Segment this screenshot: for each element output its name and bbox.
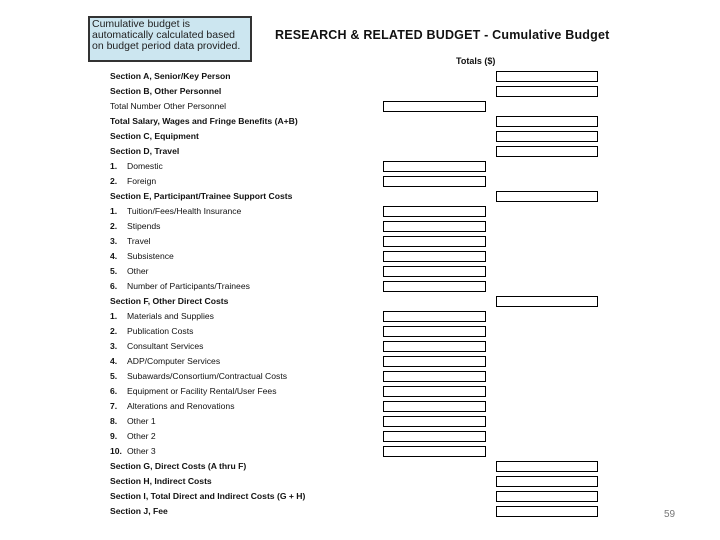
budget-row bbox=[110, 431, 610, 445]
amount-field[interactable] bbox=[383, 311, 486, 322]
budget-row bbox=[110, 371, 610, 385]
budget-row bbox=[110, 146, 610, 160]
item-number: 3. bbox=[110, 236, 118, 246]
row-label: Tuition/Fees/Health Insurance bbox=[127, 206, 242, 216]
item-number: 4. bbox=[110, 251, 118, 261]
item-number: 5. bbox=[110, 371, 118, 381]
item-number: 8. bbox=[110, 416, 118, 426]
budget-row bbox=[110, 311, 610, 325]
row-label: Foreign bbox=[127, 176, 157, 186]
total-field[interactable] bbox=[496, 71, 598, 82]
budget-row bbox=[110, 386, 610, 400]
amount-field[interactable] bbox=[383, 206, 486, 217]
row-label: Other 3 bbox=[127, 446, 156, 456]
budget-row bbox=[110, 86, 610, 100]
amount-field[interactable] bbox=[383, 161, 486, 172]
item-number: 3. bbox=[110, 341, 118, 351]
budget-row bbox=[110, 476, 610, 490]
budget-row bbox=[110, 266, 610, 280]
amount-field[interactable] bbox=[383, 341, 486, 352]
row-label: Other 1 bbox=[127, 416, 156, 426]
amount-field[interactable] bbox=[383, 236, 486, 247]
row-label: Section C, Equipment bbox=[110, 131, 199, 141]
budget-row bbox=[110, 71, 610, 85]
amount-field[interactable] bbox=[383, 221, 486, 232]
total-field[interactable] bbox=[496, 476, 598, 487]
budget-row bbox=[110, 191, 610, 205]
budget-row bbox=[110, 221, 610, 235]
total-field[interactable] bbox=[496, 491, 598, 502]
row-label: Section A, Senior/Key Person bbox=[110, 71, 231, 81]
row-label: Subawards/Consortium/Contractual Costs bbox=[127, 371, 288, 381]
budget-row bbox=[110, 206, 610, 220]
amount-field[interactable] bbox=[383, 326, 486, 337]
budget-row bbox=[110, 116, 610, 130]
item-number: 2. bbox=[110, 176, 118, 186]
row-label: Section D, Travel bbox=[110, 146, 180, 156]
budget-row bbox=[110, 236, 610, 250]
item-number: 6. bbox=[110, 281, 118, 291]
row-label: Consultant Services bbox=[127, 341, 204, 351]
row-label: Domestic bbox=[127, 161, 163, 171]
item-number: 9. bbox=[110, 431, 118, 441]
total-field[interactable] bbox=[496, 461, 598, 472]
amount-field[interactable] bbox=[383, 431, 486, 442]
budget-row bbox=[110, 176, 610, 190]
budget-row bbox=[110, 401, 610, 415]
row-label: Publication Costs bbox=[127, 326, 194, 336]
budget-row bbox=[110, 356, 610, 370]
row-label: Section B, Other Personnel bbox=[110, 86, 222, 96]
row-label: Other bbox=[127, 266, 149, 276]
row-label: Section H, Indirect Costs bbox=[110, 476, 212, 486]
row-label: ADP/Computer Services bbox=[127, 356, 221, 366]
row-label: Section J, Fee bbox=[110, 506, 168, 516]
budget-row bbox=[110, 506, 610, 520]
total-field[interactable] bbox=[496, 86, 598, 97]
row-label: Section F, Other Direct Costs bbox=[110, 296, 229, 306]
amount-field[interactable] bbox=[383, 356, 486, 367]
row-label: Total Number Other Personnel bbox=[110, 101, 227, 111]
item-number: 7. bbox=[110, 401, 118, 411]
budget-row bbox=[110, 251, 610, 265]
amount-field[interactable] bbox=[383, 386, 486, 397]
amount-field[interactable] bbox=[383, 416, 486, 427]
amount-field[interactable] bbox=[383, 251, 486, 262]
total-field[interactable] bbox=[496, 296, 598, 307]
row-label: Section G, Direct Costs (A thru F) bbox=[110, 461, 247, 471]
row-label: Subsistence bbox=[127, 251, 174, 261]
item-number: 2. bbox=[110, 221, 118, 231]
item-number: 1. bbox=[110, 206, 118, 216]
amount-field[interactable] bbox=[383, 176, 486, 187]
row-label: Equipment or Facility Rental/User Fees bbox=[127, 386, 277, 396]
budget-row bbox=[110, 131, 610, 145]
amount-field[interactable] bbox=[383, 371, 486, 382]
budget-row bbox=[110, 101, 610, 115]
budget-row bbox=[110, 491, 610, 505]
item-number: 6. bbox=[110, 386, 118, 396]
amount-field[interactable] bbox=[383, 266, 486, 277]
row-label: Section I, Total Direct and Indirect Costs (G + H) bbox=[110, 491, 306, 501]
item-number: 2. bbox=[110, 326, 118, 336]
budget-row bbox=[110, 326, 610, 340]
amount-field[interactable] bbox=[383, 446, 486, 457]
totals-column-header: Totals ($) bbox=[456, 56, 496, 66]
row-label: Materials and Supplies bbox=[127, 311, 214, 321]
row-label: Number of Participants/Trainees bbox=[127, 281, 250, 291]
budget-row bbox=[110, 341, 610, 355]
budget-row bbox=[110, 416, 610, 430]
row-label: Section E, Participant/Trainee Support Costs bbox=[110, 191, 293, 201]
page-title: RESEARCH & RELATED BUDGET - Cumulative Budget bbox=[275, 28, 610, 42]
page-number: 59 bbox=[664, 509, 676, 520]
budget-row bbox=[110, 296, 610, 310]
row-label: Alterations and Renovations bbox=[127, 401, 235, 411]
info-note: Cumulative budget is automatically calculated based on budget period data provided. bbox=[88, 16, 252, 62]
budget-row bbox=[110, 461, 610, 475]
amount-field[interactable] bbox=[383, 281, 486, 292]
budget-row bbox=[110, 281, 610, 295]
item-number: 1. bbox=[110, 161, 118, 171]
total-field[interactable] bbox=[496, 131, 598, 142]
budget-row bbox=[110, 446, 610, 460]
amount-field[interactable] bbox=[383, 401, 486, 412]
item-number: 5. bbox=[110, 266, 118, 276]
item-number: 10. bbox=[110, 446, 122, 456]
row-label: Stipends bbox=[127, 221, 161, 231]
amount-field[interactable] bbox=[383, 101, 486, 112]
row-label: Travel bbox=[127, 236, 151, 246]
item-number: 4. bbox=[110, 356, 118, 366]
item-number: 1. bbox=[110, 311, 118, 321]
budget-row bbox=[110, 161, 610, 175]
total-field[interactable] bbox=[496, 506, 598, 517]
total-field[interactable] bbox=[496, 116, 598, 127]
row-label: Total Salary, Wages and Fringe Benefits (A+B) bbox=[110, 116, 298, 126]
row-label: Other 2 bbox=[127, 431, 156, 441]
total-field[interactable] bbox=[496, 146, 598, 157]
total-field[interactable] bbox=[496, 191, 598, 202]
